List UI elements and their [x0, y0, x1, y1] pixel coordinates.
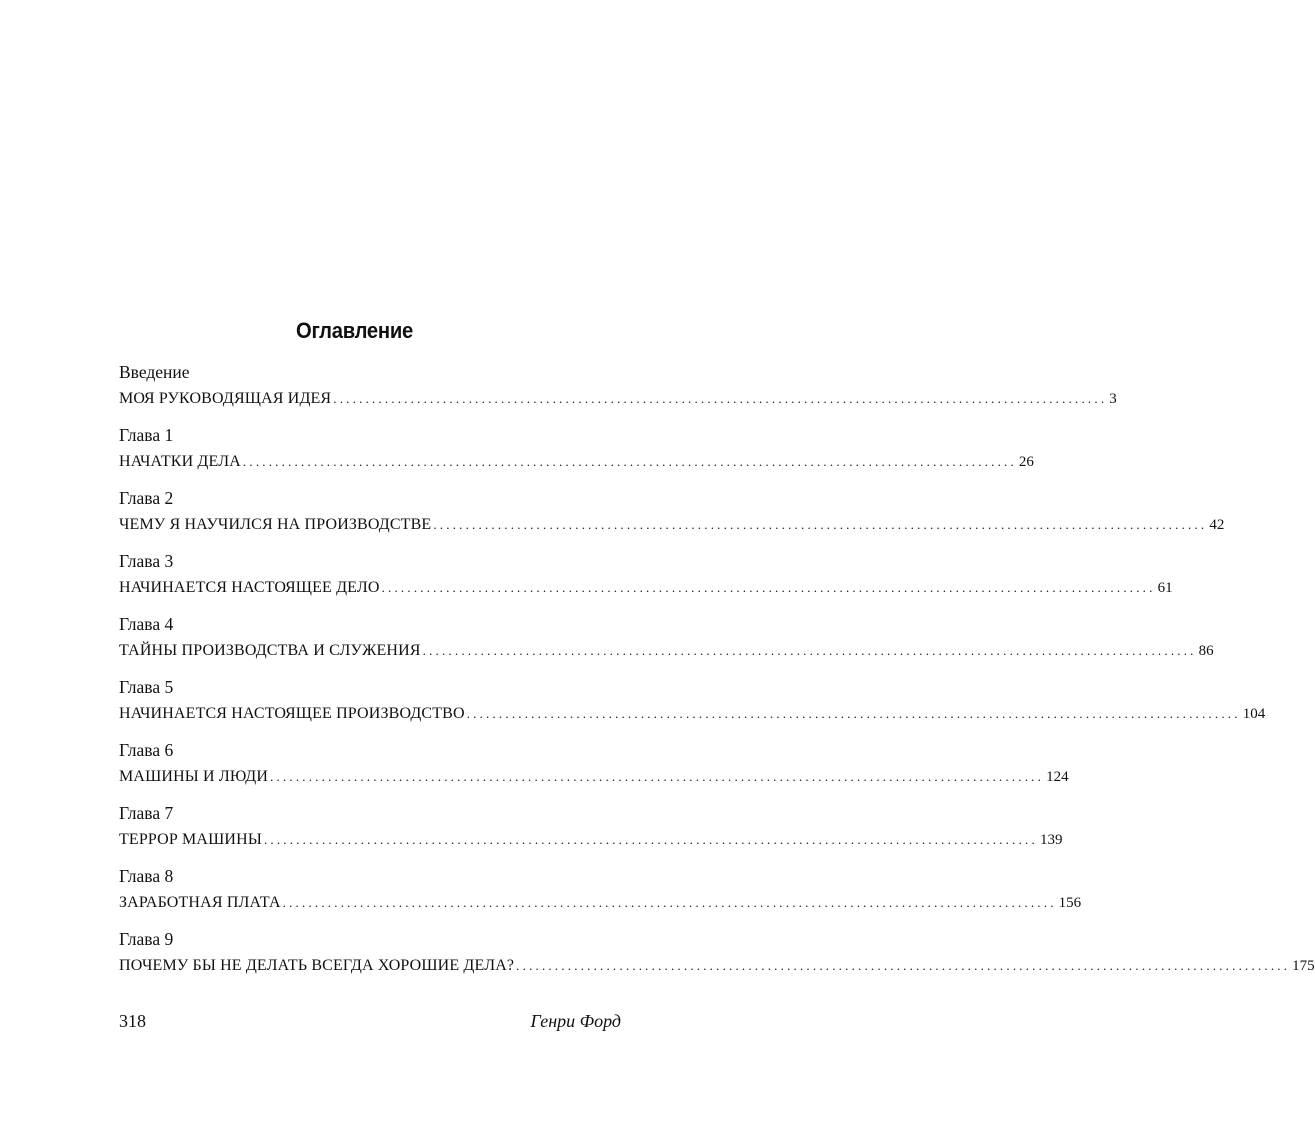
dot-leader: ........................................................................................................................ — [282, 895, 1057, 910]
toc-row — [119, 641, 1214, 661]
page-number: 86 — [1198, 643, 1214, 659]
toc-entry[interactable] — [119, 551, 1173, 614]
toc-row — [119, 767, 1069, 787]
chapter-label: Глава 7 — [119, 803, 174, 823]
toc-row — [119, 830, 1063, 850]
dot-leader: ........................................................................................................................ — [242, 454, 1017, 469]
dot-leader: ........................................................................................................................ — [466, 706, 1241, 721]
table-of-contents — [119, 362, 1315, 992]
toc-entry[interactable] — [119, 425, 1034, 488]
toc-row — [119, 893, 1082, 913]
chapter-heading: ТАЙНЫ ПРОИЗВОДСТВА И СЛУЖЕНИЯ — [119, 642, 421, 659]
page-number: 61 — [1157, 580, 1173, 596]
chapter-heading: ТЕРРОР МАШИНЫ — [119, 831, 262, 848]
chapter-heading: ЧЕМУ Я НАУЧИЛСЯ НА ПРОИЗВОДСТВЕ — [119, 516, 432, 533]
toc-entry[interactable] — [119, 866, 1082, 929]
page-number: 156 — [1058, 895, 1082, 911]
toc-entry[interactable] — [119, 740, 1069, 803]
chapter-heading: МОЯ РУКОВОДЯЩАЯ ИДЕЯ — [119, 390, 332, 407]
chapter-label: Глава 3 — [119, 551, 174, 571]
toc-entry[interactable] — [119, 614, 1214, 677]
chapter-heading: НАЧАТКИ ДЕЛА — [119, 453, 241, 470]
toc-entry[interactable] — [119, 929, 1315, 992]
toc-entry[interactable] — [119, 488, 1225, 551]
chapter-heading: НАЧИНАЕТСЯ НАСТОЯЩЕЕ ПРОИЗВОДСТВО — [119, 705, 465, 722]
dot-leader: ........................................................................................................................ — [333, 391, 1108, 406]
chapter-heading: ПОЧЕМУ БЫ НЕ ДЕЛАТЬ ВСЕГДА ХОРОШИЕ ДЕЛА? — [119, 957, 515, 974]
chapter-label: Глава 4 — [119, 614, 174, 634]
chapter-label: Глава 8 — [119, 866, 174, 886]
dot-leader: ........................................................................................................................ — [516, 958, 1291, 973]
chapter-label: Глава 2 — [119, 488, 174, 508]
page-number: 124 — [1046, 769, 1069, 785]
page-number: 42 — [1209, 517, 1225, 533]
chapter-label: Глава 6 — [119, 740, 174, 760]
page-number: 3 — [1109, 391, 1117, 407]
chapter-heading: НАЧИНАЕТСЯ НАСТОЯЩЕЕ ДЕЛО — [119, 579, 380, 596]
dot-leader: ........................................................................................................................ — [422, 643, 1197, 658]
page-number: 175 — [1292, 958, 1315, 974]
dot-leader: ........................................................................................................................ — [270, 769, 1045, 784]
chapter-label: Введение — [119, 362, 190, 382]
page-title: Оглавление — [296, 318, 413, 343]
page-number: 139 — [1039, 832, 1063, 848]
toc-row — [119, 515, 1225, 535]
dot-leader: ........................................................................................................................ — [433, 517, 1208, 532]
toc-row — [119, 956, 1315, 976]
chapter-heading: МАШИНЫ И ЛЮДИ — [119, 768, 269, 785]
toc-row — [119, 704, 1266, 724]
running-footer-author: Генри Форд — [530, 1011, 621, 1031]
page-number: 26 — [1018, 454, 1034, 470]
folio-page-number: 318 — [119, 1011, 146, 1031]
dot-leader: ........................................................................................................................ — [263, 832, 1038, 847]
dot-leader: ........................................................................................................................ — [381, 580, 1156, 595]
chapter-label: Глава 1 — [119, 425, 174, 445]
chapter-label: Глава 9 — [119, 929, 174, 949]
toc-row — [119, 452, 1034, 472]
toc-entry[interactable] — [119, 677, 1266, 740]
toc-row — [119, 389, 1117, 409]
page-number: 104 — [1242, 706, 1266, 722]
toc-entry[interactable] — [119, 803, 1063, 866]
toc-row — [119, 578, 1173, 598]
toc-entry[interactable] — [119, 362, 1117, 425]
chapter-label: Глава 5 — [119, 677, 174, 697]
chapter-heading: ЗАРАБОТНАЯ ПЛАТА — [119, 894, 281, 911]
